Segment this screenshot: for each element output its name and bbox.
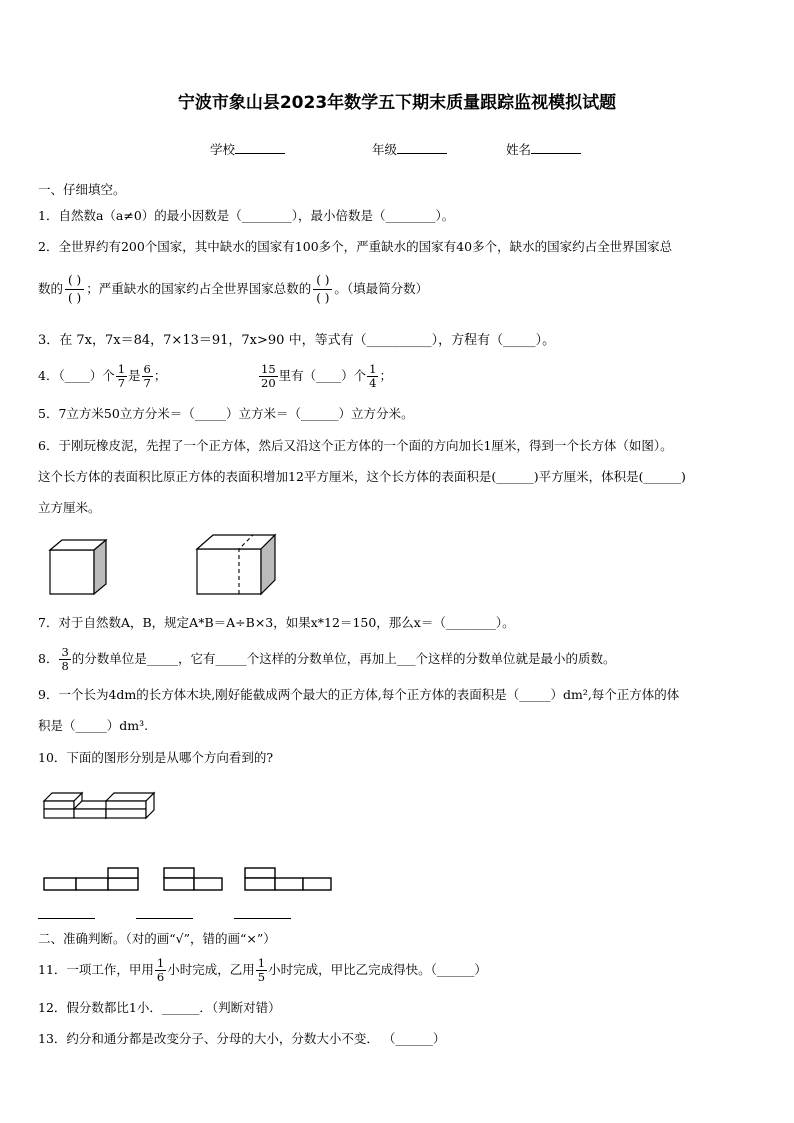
view-a-figure [42,866,142,892]
name-field[interactable]: 姓名 [506,140,581,158]
question-9-line-2: 积是（_____）dm³. [38,718,149,733]
view-c-figure [243,866,337,892]
section-1-heading: 一、仔细填空。 [38,182,126,197]
answer-blank-c[interactable] [234,918,291,919]
question-13: 13．约分和通分都是改变分子、分母的大小，分数大小不变． （______） [38,1031,446,1046]
answer-blank-a[interactable] [38,918,95,919]
question-2-line-2: 数的 ( ) ( ) ；严重缺水的国家约占全世界国家总数的 ( ) ( ) 。（填最简分数） [38,273,429,305]
question-12: 12．假分数都比1小．______．（判断对错） [38,1000,281,1015]
cuboid-figure [195,533,277,596]
answer-fraction[interactable]: ( ) ( ) [65,272,84,307]
question-6-line-3: 立方厘米。 [38,500,101,515]
grade-field[interactable]: 年级 [372,140,447,158]
question-6-line-1: 6．于刚玩橡皮泥，先捏了一个正方体，然后又沿这个正方体的一个面的方向加长1厘米，得到一个长方体（如图）。 [38,438,673,453]
answer-fraction[interactable]: ( ) ( ) [313,272,332,307]
answer-blank-b[interactable] [136,918,193,919]
view-b-figure [162,866,226,892]
question-4: 4．（____）个 $\frac{1}{7}$ 是 $\frac{6}{7}$ ； [38,362,167,390]
cube-figure [48,538,108,596]
question-10: 10．下面的图形分别是从哪个方向看到的? [38,750,274,765]
section-2-heading: 二、准确判断。（对的画“√”，错的画“×”） [38,931,276,946]
question-6-line-2: 这个长方体的表面积比原正方体的表面积增加12平方厘米，这个长方体的表面积是(______)平方厘米，体积是(______) [38,469,686,484]
block-stack-figure [42,788,160,820]
question-7: 7．对于自然数A，B，规定A*B＝A÷B×3，如果x*12＝150，那么x＝（________）。 [38,615,515,630]
question-1: 1．自然数a（a≠0）的最小因数是（________），最小倍数是（________）。 [38,208,455,223]
question-9-line-1: 9．一个长为4dm的长方体木块,刚好能截成两个最大的正方体,每个正方体的表面积是（_____）dm²,每个正方体的体 [38,687,680,702]
question-2-line-1: 2．全世界约有200个国家，其中缺水的国家有100多个，严重缺水的国家有40多个，缺水的国家约占全世界国家总 [38,239,673,254]
question-3: 3．在 7x，7x＝84，7×13＝91，7x>90 中，等式有（__________），方程有（_____）。 [38,333,556,348]
question-4-part-2: $\frac{15}{20}$ 里有（____）个 $\frac{1}{4}$ ； [261,362,392,390]
page-title: 宁波市象山县2023年数学五下期末质量跟踪监视模拟试题 [177,93,617,113]
question-11: 11．一项工作，甲用 $\frac{1}{6}$ 小时完成，乙用 $\frac{1}{5}$ 小时完成，甲比乙完成得快。（______） [38,956,487,984]
question-5: 5．7立方米50立方分米＝（_____）立方米＝（______）立方分米。 [38,406,414,421]
question-8: 8． $\frac{3}{8}$ 的分数单位是_____，它有_____个这样的分数单位，再加上___个这样的分数单位就是最小的质数。 [38,645,616,673]
school-field[interactable]: 学校 [210,140,285,158]
